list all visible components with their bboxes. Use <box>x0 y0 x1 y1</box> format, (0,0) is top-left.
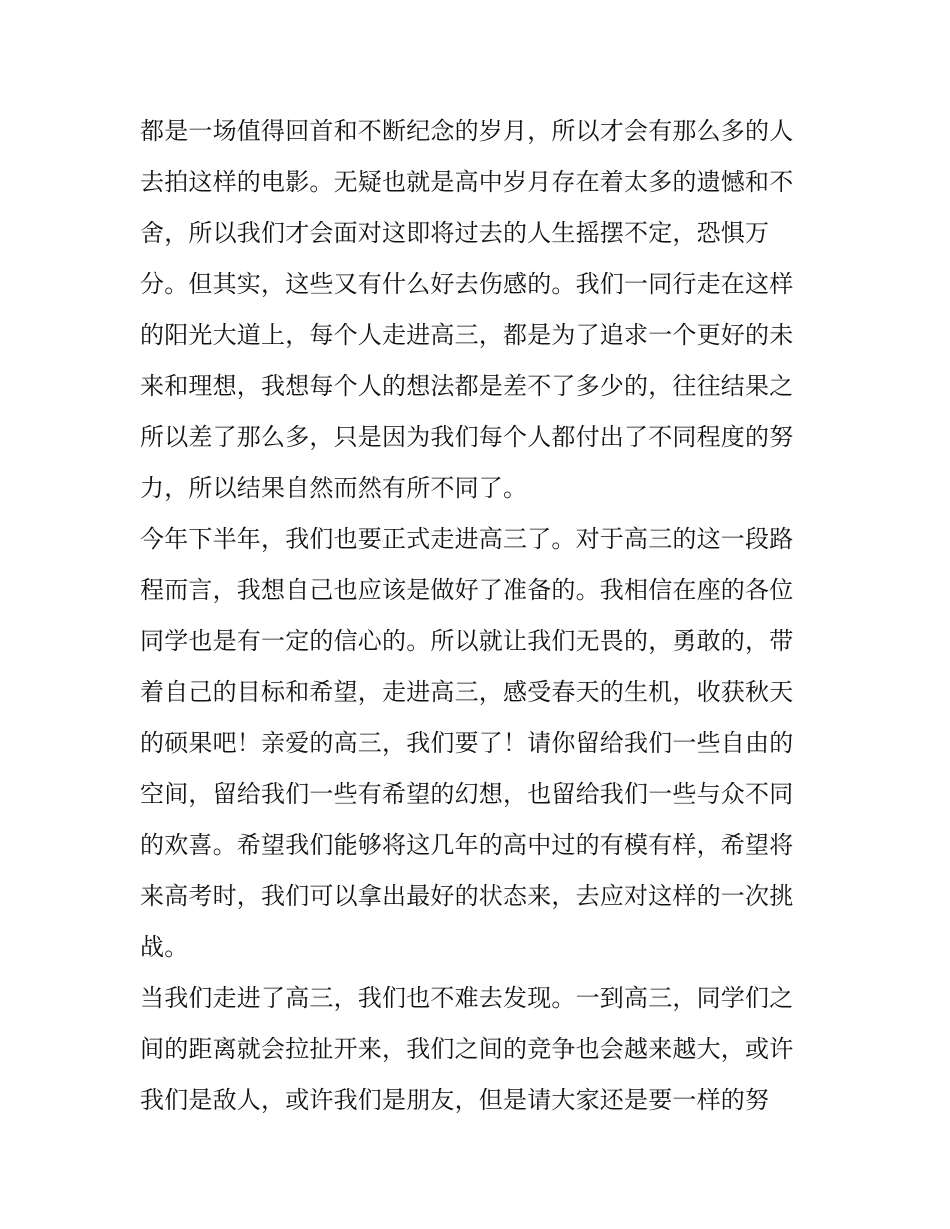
text-line: 力，所以结果自然而然有所不同了。 <box>140 474 528 502</box>
text-line: 战。 <box>140 933 189 961</box>
text-line: 当我们走进了高三，我们也不难去发现。一到高三，同学们之 <box>140 984 794 1012</box>
text-line: 空间，留给我们一些有希望的幻想，也留给我们一些与众不同 <box>140 780 794 808</box>
text-line: 的欢喜。希望我们能够将这几年的高中过的有模有样，希望将 <box>140 831 794 859</box>
text-line: 我们是敌人，或许我们是朋友，但是请大家还是要一样的努 <box>140 1086 770 1114</box>
text-line: 的硕果吧！亲爱的高三，我们要了！请你留给我们一些自由的 <box>140 729 794 757</box>
text-line: 程而言，我想自己也应该是做好了准备的。我相信在座的各位 <box>140 576 794 604</box>
text-line: 间的距离就会拉扯开来，我们之间的竞争也会越来越大，或许 <box>140 1035 794 1063</box>
text-line: 着自己的目标和希望，走进高三，感受春天的生机，收获秋天 <box>140 678 794 706</box>
document-body <box>140 106 815 1126</box>
text-line: 同学也是有一定的信心的。所以就让我们无畏的，勇敢的，带 <box>140 627 794 655</box>
text-line: 来高考时，我们可以拿出最好的状态来，去应对这样的一次挑 <box>140 882 794 910</box>
text-line: 的阳光大道上，每个人走进高三，都是为了追求一个更好的未 <box>140 321 794 349</box>
text-line: 今年下半年，我们也要正式走进高三了。对于高三的这一段路 <box>140 525 794 553</box>
text-line: 舍，所以我们才会面对这即将过去的人生摇摆不定，恐惧万 <box>140 219 770 247</box>
text-line: 所以差了那么多，只是因为我们每个人都付出了不同程度的努 <box>140 423 794 451</box>
text-line: 去拍这样的电影。无疑也就是高中岁月存在着太多的遗憾和不 <box>140 168 794 196</box>
text-line: 都是一场值得回首和不断纪念的岁月，所以才会有那么多的人 <box>140 117 794 145</box>
text-line: 来和理想，我想每个人的想法都是差不了多少的，往往结果之 <box>140 372 794 400</box>
text-line: 分。但其实，这些又有什么好去伤感的。我们一同行走在这样 <box>140 270 794 298</box>
